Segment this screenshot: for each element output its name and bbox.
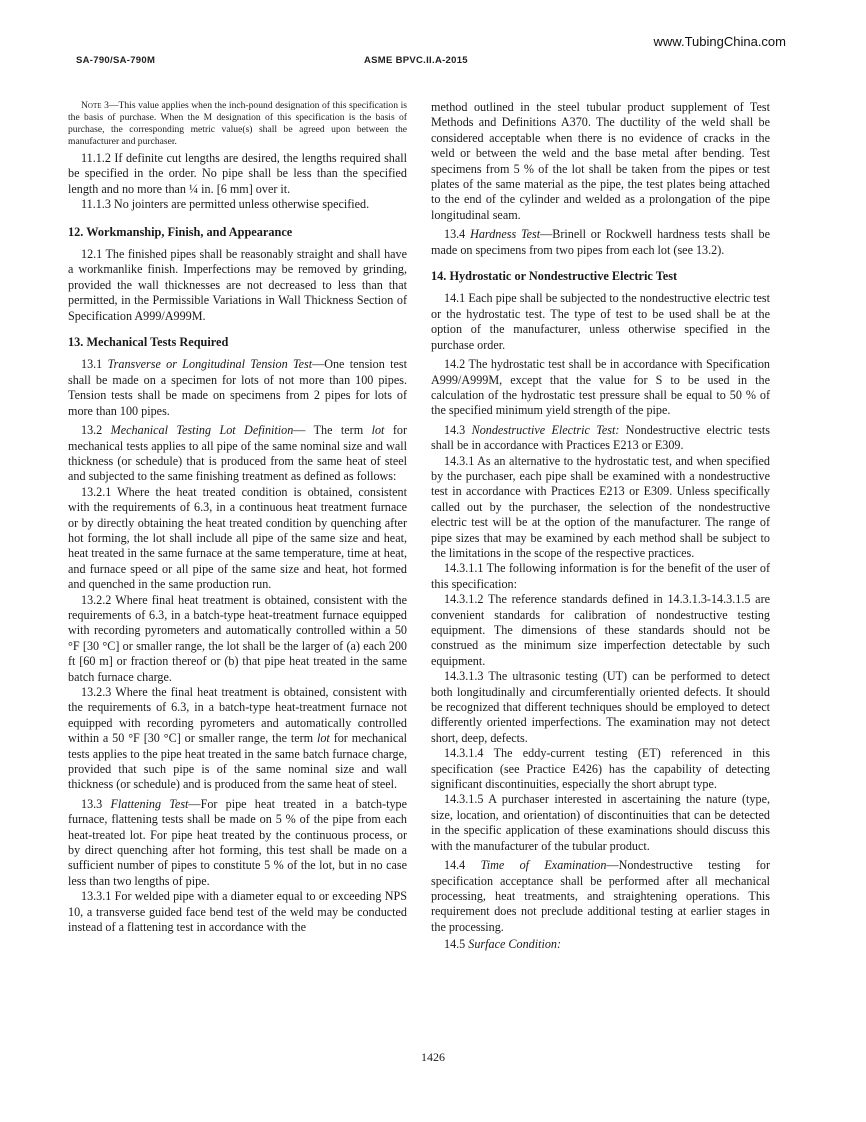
para-13-3-1: 13.3.1 For welded pipe with a diameter equal to or exceeding NPS 10, a transverse guided face bend test of the weld may be conducted instead of a flattening test in accordance with the	[68, 889, 407, 935]
para-13-3	[68, 797, 407, 889]
para-14-5-title: Surface Condition:	[468, 937, 562, 952]
para-14-3-text: Nondestructive electric tests shall be in accordance with Practices E213 or E309.	[431, 422, 770, 453]
para-14-3-1-3: 14.3.1.3 The ultrasonic testing (UT) can be performed to detect both longitudinally and circumferentially oriented defects. It should be recognized that different techniques should be employed to detect differently oriented imperfections. The examination may not detect short, deep, defects.	[431, 669, 770, 745]
section-14-heading: 14. Hydrostatic or Nondestructive Electric Test	[431, 269, 678, 284]
para-14-3-num: 14.3	[444, 422, 472, 437]
para-14-4	[431, 858, 770, 935]
para-14-3-1-4: 14.3.1.4 The eddy-current testing (ET) referenced in this specification (see Practice E426) has the capability of detecting significant discontinuities, especially the short abrupt type.	[431, 746, 770, 792]
para-13-2-3-lot: lot	[316, 731, 330, 746]
section-12-heading: 12. Workmanship, Finish, and Appearance	[68, 224, 293, 239]
page-number: 1426	[421, 1050, 445, 1064]
para-11-1-2: 11.1.2 If definite cut lengths are desired, the lengths required shall be specified in the order. No pipe shall be less than the specified length and no more than ¼ in. [6 mm] over it.	[68, 151, 407, 196]
para-13-2-3	[68, 685, 407, 793]
para-13-1	[68, 357, 407, 419]
para-14-3-title: Nondestructive Electric Test:	[471, 422, 620, 437]
para-14-3-1: 14.3.1 As an alternative to the hydrostatic test, and when specified by the purchaser, each pipe shall be examined with a nondestructive test in accordance with Practices E213 or E309. Unless specifically called out by the purchaser, the selection of the nondestructive electric test will be at the option of the manufacturer. The range of pipe sizes that may be examined by each method shall be subject to the limitations in the scope of the respective practices.	[431, 453, 770, 560]
para-13-1-num: 13.1	[81, 357, 108, 372]
para-13-4-title: Hardness Test	[470, 227, 541, 242]
para-11-1-3: 11.1.3 No jointers are permitted unless otherwise specified.	[81, 197, 370, 212]
para-14-5-num: 14.5	[444, 937, 469, 952]
para-14-3	[431, 423, 770, 454]
section-13-heading: 13. Mechanical Tests Required	[68, 335, 229, 350]
para-14-1: 14.1 Each pipe shall be subjected to the nondestructive electric test or the hydrostatic test. The type of test to be used shall be at the option of the manufacturer, unless otherwise specified in the purchase order.	[431, 291, 770, 352]
para-13-4-text: —Brinell or Rockwell hardness tests shall be made on specimens from two pipes from each lot (see 13.2).	[431, 227, 771, 257]
para-14-5	[431, 937, 770, 952]
note-text: —This value applies when the inch-pound designation of this specification is the basis of purchase. When the M designation of this specification is the basis of purchase, the corresponding metric value(s) shall be agreed upon between the manufacturer and purchaser.	[68, 100, 408, 147]
para-13-3-title: Flattening Test	[110, 796, 189, 811]
para-14-4-num: 14.4	[444, 858, 481, 873]
header-code-title: ASME BPVC.II.A-2015	[364, 55, 468, 66]
note-3	[68, 100, 407, 148]
para-14-4-title: Time of Examination	[480, 858, 607, 873]
para-14-3-1-2: 14.3.1.2 The reference standards defined in 14.3.1.3-14.3.1.5 are convenient standards for calibration of nondestructive testing equipment. The dimensions of these standards should not be construed as the minimum size imperfection detectable by such equipment.	[431, 592, 770, 668]
para-13-2-lot: lot	[371, 423, 385, 438]
para-14-2: 14.2 The hydrostatic test shall be in accordance with Specification A999/A999M, except that the value for S to be used in the calculation of the hydrostatic test pressure shall be equal to 50 % of the specified minimum yield strength of the pipe.	[431, 357, 770, 418]
para-13-3-num: 13.3	[81, 796, 111, 811]
para-13-2-a: — The term	[293, 423, 372, 438]
para-13-4-num: 13.4	[444, 227, 471, 242]
para-14-3-1-1: 14.3.1.1 The following information is for the benefit of the user of this specification:	[431, 561, 770, 591]
para-13-2-title: Mechanical Testing Lot Definition	[110, 423, 294, 438]
watermark-url: www.TubingChina.com	[653, 34, 786, 49]
para-14-4-text: —Nondestructive testing for specification acceptance shall be performed after all mechanical processing, heat treatments, and straightening operations. This requirement does not preclude additional testing at earlier stages in the processing.	[431, 858, 770, 934]
para-13-1-title: Transverse or Longitudinal Tension Test	[107, 357, 313, 372]
para-13-4	[431, 227, 770, 258]
note-label: Note 3	[81, 100, 109, 111]
para-13-2-3-b: for mechanical tests applies to the pipe heat treated in the same batch furnace charge, provided that such pipe is of the same nominal size and wall thickness (or schedule) and is produced from the same heat of steel.	[68, 731, 408, 792]
para-13-1-text: —One tension test shall be made on a specimen for lots of not more than 100 pipes. Tension tests shall be made on specimens from 2 pipes for lots of more than 100 pipes.	[68, 357, 407, 418]
header-designation: SA-790/SA-790M	[76, 55, 156, 66]
right-column	[431, 100, 770, 953]
para-13-2-2: 13.2.2 Where final heat treatment is obtained, consistent with the requirements of 6.3, in a batch-type heat-treatment furnace equipped with recording pyrometers and automatically controlled within a 50 °F [30 °C] or smaller range, the lot shall be the larger of (a) each 200 ft [60 m] or fraction thereof or (b) that pipe heat treated in the same batch furnace charge.	[68, 592, 407, 684]
para-12-1: 12.1 The finished pipes shall be reasonably straight and shall have a workmanlike finish. Imperfections may be removed by grinding, provided the wall thicknesses are not decreased to less than that permitted, in the Permissible Variations in Wall Thickness Section of Specification A999/A999M.	[68, 247, 407, 323]
para-13-2-1: 13.2.1 Where the heat treated condition is obtained, consistent with the requirements of 6.3, in a continuous heat treatment furnace or by directly obtaining the heat treated condition by quenching after hot forming, the lot shall include all pipe of the same size and heat, heat treated in the same furnace at the same temperature, time at heat, and furnace speed or all pipe of the same size and heat, hot formed and quenched in the same production run.	[68, 484, 407, 592]
para-13-2-b: for mechanical tests applies to all pipe of the same nominal size and wall thickness (or schedule) that is produced from the same heat of steel and subjected to the same finishing treatment as defined as follows:	[68, 423, 407, 484]
para-13-3-1-cont: method outlined in the steel tubular product supplement of Test Methods and Definitions A370. The ductility of the weld shall be considered acceptable when there is no evidence of cracks in the weld or between the weld and the base metal after bending. Test specimens from 5 % of the lot shall be taken from the pipes or test plates of the same material as the pipe, the test plates being attached to the end of the cylinder and welded as a prolongation of the pipe longitudinal seam.	[431, 100, 770, 222]
para-13-2-3-a: 13.2.3 Where the final heat treatment is obtained, consistent with the requirements of 6.3, in a batch-type heat-treatment furnace not equipped with recording pyrometers and automatically controlled within a 50 °F [30 °C] or smaller range, the term	[68, 685, 407, 746]
para-14-3-1-5: 14.3.1.5 A purchaser interested in ascertaining the nature (type, size, location, and orientation) of discontinuities that can be detected in the specific application of these examinations should discuss this with the manufacturer of the tubular product.	[431, 792, 770, 853]
para-13-2-num: 13.2	[81, 423, 111, 438]
left-column	[68, 100, 407, 936]
para-13-3-text: —For pipe heat treated in a batch-type furnace, flattening tests shall be made on 5 % of the pipe from each heat-treated lot. For pipe heat treated by the continuous process, or by direct quenching after hot forming, this test shall be made on a sufficient number of pipes to constitute 5 % of the lot, but in no case less than two lengths of pipe.	[68, 796, 408, 888]
para-13-2	[68, 423, 407, 485]
